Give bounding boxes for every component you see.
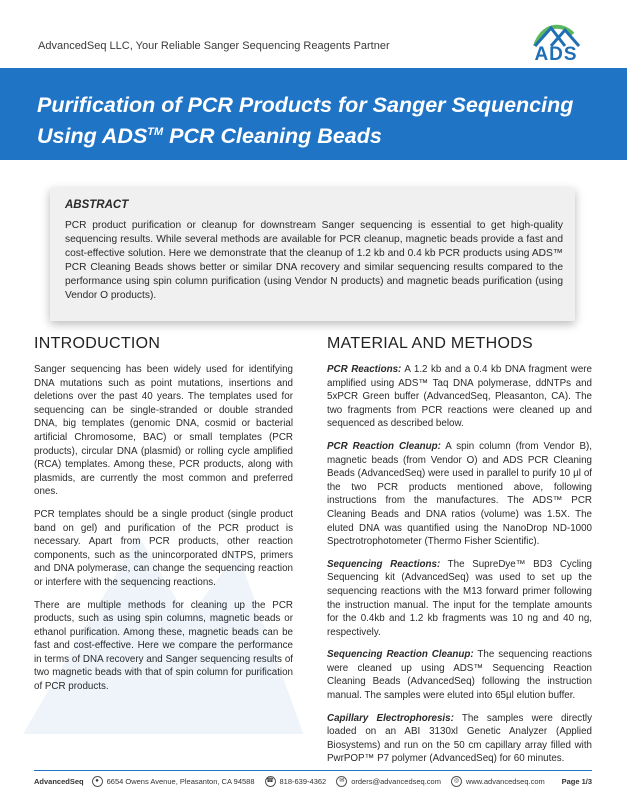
methods-paragraph: PCR Reaction Cleanup: A spin column (from Vendor B), magnetic beads (from Vendor O) and ADS PCR Cleaning Beads (AdvancedSeq) were used in parallel to purify 10 µl of the two PCR products mentioned above, following instructions from the manufactures. The ADS™ PCR Cleaning Beads and DNA ratios (volume) was 1.5X. The eluted DNA was quantified using the NanoDrop ND-1000 Spectrotrophotometer (Thermo Fisher Scientific). [327,440,592,548]
title-line-1: Purification of PCR Products for Sanger Sequencing [37,93,574,117]
methods-paragraph: Sequencing Reaction Cleanup: The sequencing reactions were cleaned up using ADS™ Sequencing Reaction Cleaning Beads (AdvancedSeq) following the instruction manual. The samples were eluted into 65µl elution buffer. [327,649,592,702]
methods-section [327,335,592,775]
logo-text: ADS [534,44,578,65]
footer-email[interactable]: ✉ orders@advancedseq.com [336,776,441,787]
abstract-text: PCR product purification or cleanup for downstream Sanger sequencing is essential to get high-quality sequencing results. While several methods are available for PCR cleanup, magnetic beads provide a fast and cost-effective solution. Here we demonstrate that the cleanup of 1.2 kb and 0.4 kb PCR products using ADS™ PCR Cleaning Beads shows better or similar DNA recovery and similar sequencing results compared to the performance using spin column purification (using Vendor N products) and magnetic beads purification (using Vendor O products). [65,220,563,301]
location-icon: ● [92,776,103,787]
footer-divider [34,770,592,771]
footer-website[interactable]: ◎ www.advancedseq.com [451,776,545,787]
page-number: Page 1/3 [561,777,592,786]
title-line-2: Using ADS™ PCR Cleaning Beads [37,124,382,149]
introduction-heading: INTRODUCTION [34,335,161,352]
methods-paragraph: PCR Reactions: A 1.2 kb and a 0.4 kb DNA fragment were amplified using ADS™ Taq DNA polymerase, ddNTPs and 5xPCR Green buffer (AdvancedSeq, Pleasanton, CA). The two fragments from PCR reactions were cleaned up and sequenced as described below. [327,364,592,430]
intro-paragraph: Sanger sequencing has been widely used for identifying DNA mutations such as point mutations, insertions and deletions over the past 40 years. The templates used for sequencing can be single-stranded or double stranded DNA, big templates (genomic DNA, cosmid or bacterial artificial Chromosome, BAC) or small templates (PCR products), circular DNA (plasmid) or rolling cycle amplified (RCA) templates. Among these, PCR products, along with plasmids, are currently the most common and preferred ones. [34,364,293,498]
email-icon: ✉ [336,776,347,787]
page-title [37,92,617,150]
globe-icon: ◎ [451,776,462,787]
introduction-section [34,335,293,703]
methods-paragraph: Capillary Electrophoresis: The samples were directly loaded on an ABI 3130xl Genetic Analyzer (Applied Biosystems) and run on the 50 cm capillary array filled with PwrPOP™ P7 polymer (AdvancedSeq) for 60 minutes. [327,712,593,765]
header-tagline: AdvancedSeq LLC, Your Reliable Sanger Sequencing Reagents Partner [38,40,390,52]
methods-heading: MATERIAL AND METHODS [327,335,534,352]
footer-phone: ☎ 818-639-4362 [266,777,327,786]
intro-paragraph: There are multiple methods for cleaning up the PCR products, such as using spin columns, magnetic beads or ethanol purification. Among these, magnetic beads can be fast and cost-effective. Here we compare the performance in terms of DNA recovery and Sanger sequencing results of two magnetic beads with that of spin column for purification of PCR products. [34,599,293,693]
intro-paragraph: PCR templates should be a single product (single product band on gel) and purification of the PCR product is necessary. Apart from PCR products, other reaction components, such as the unincorporated dNTPS, primers and DNA polymerase, can change the sequencing reaction or interfere with the sequencing reactions. [34,508,293,588]
abstract-box [50,188,575,321]
abstract-heading: ABSTRACT [65,199,129,211]
phone-icon: ☎ [265,776,276,787]
methods-paragraph: Sequencing Reactions: The SupreDye™ BD3 Cycling Sequencing kit (AdvancedSeq) was used to set up the sequencing reactions with the M13 forward primer following the instruction manual. The input for the template amounts for the 0.4kb and 1.2 kb fragments was 10 ng and 40 ng, respectively. [327,558,592,638]
footer-address: ● 6654 Owens Avenue, Pleasanton, CA 94588 [92,776,255,787]
footer [34,776,592,787]
footer-company: AdvancedSeq [34,777,84,786]
